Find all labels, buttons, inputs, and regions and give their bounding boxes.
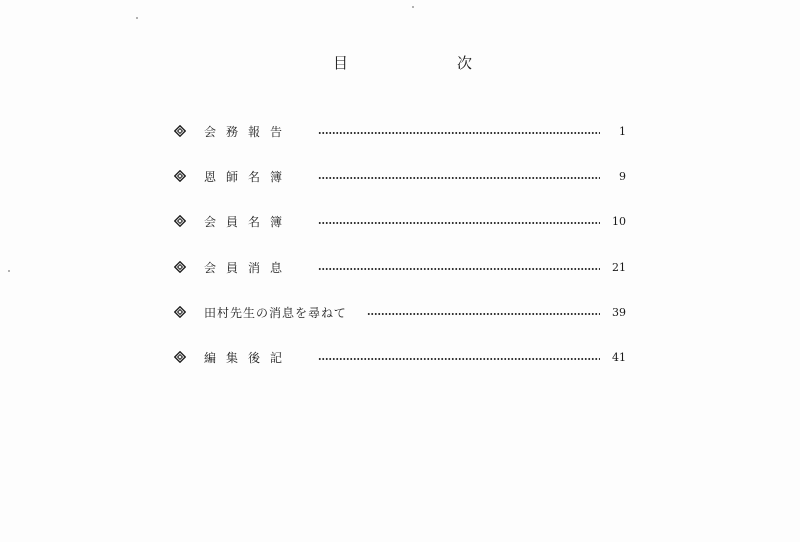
diamond-bullet-icon <box>174 261 186 273</box>
diamond-bullet-icon <box>174 351 186 363</box>
diamond-bullet-icon <box>174 215 186 227</box>
toc-entry[interactable] <box>174 348 626 366</box>
dot-leader <box>318 358 600 360</box>
scan-speck <box>136 17 138 19</box>
toc-entry[interactable] <box>174 122 626 140</box>
scan-speck <box>412 6 414 8</box>
dot-leader <box>318 268 600 270</box>
toc-entry-label: 会員消息 <box>204 260 293 275</box>
toc-entry-page-number: 21 <box>612 260 626 274</box>
toc-entry[interactable] <box>174 212 626 230</box>
toc-entry-label: 編集後記 <box>204 350 293 365</box>
page-title-char-2: 次 <box>457 54 473 72</box>
dot-leader <box>367 313 600 315</box>
toc-entry-page-number: 41 <box>612 350 626 364</box>
toc-entry-label: 田村先生の消息を尋ねて <box>204 305 347 320</box>
toc-entry-label: 会員名簿 <box>204 214 293 229</box>
dot-leader <box>318 222 600 224</box>
diamond-bullet-icon <box>174 125 186 137</box>
toc-entry[interactable] <box>174 258 626 276</box>
toc-entry-label: 会務報告 <box>204 124 293 139</box>
toc-entry[interactable] <box>174 167 626 185</box>
page-title-char-1: 目 <box>333 54 349 72</box>
diamond-bullet-icon <box>174 170 186 182</box>
dot-leader <box>318 177 600 179</box>
toc-entry[interactable] <box>174 303 626 321</box>
diamond-bullet-icon <box>174 306 186 318</box>
dot-leader <box>318 132 600 134</box>
toc-entry-page-number: 1 <box>619 124 626 138</box>
toc-entry-page-number: 9 <box>619 169 626 183</box>
toc-entry-page-number: 39 <box>612 305 626 319</box>
scan-speck <box>8 270 10 272</box>
toc-entry-label: 恩師名簿 <box>204 169 293 184</box>
toc-entry-page-number: 10 <box>612 214 626 228</box>
